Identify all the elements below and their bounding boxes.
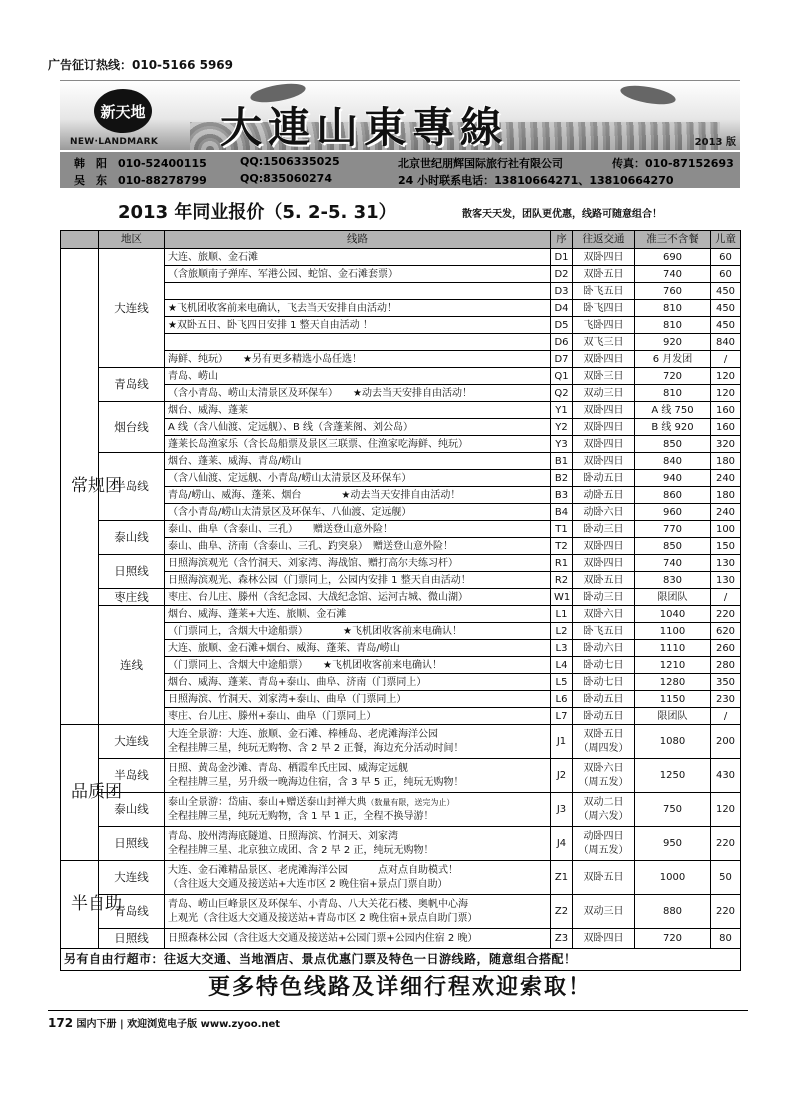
route-cell: A 线（含八仙渡、定远舰）、B 线（含蓬莱阁、刘公岛） [165,419,551,436]
price-cell: 1080 [635,725,711,759]
price-cell: 770 [635,521,711,538]
footer-text: 欢迎浏览电子版 [127,1019,198,1030]
transport-cell: 双卧五日 [573,266,635,283]
contact-hanyang: 韩 阳 010-52400115 [74,157,207,170]
seq-cell: L7 [551,708,573,725]
price-cell: 限团队 [635,708,711,725]
transport-cell: 动卧六日 [573,504,635,521]
table-header [61,231,741,249]
transport-cell [573,793,635,827]
hotline-24h: 24 小时联系电话：13810664271、13810664270 [398,174,674,187]
seq-cell: B2 [551,470,573,487]
table-row [61,895,741,929]
table-row [61,368,741,385]
child-price-cell: 840 [711,334,741,351]
route-line: 全程挂牌三星，纯玩无购物，含 1 早 1 正，全程不换导游！ [168,810,434,822]
route-line: 全程挂牌三星、北京独立成团、含 2 早 2 正，纯玩无购物！ [168,844,434,856]
footer-section: 国内下册 [76,1019,117,1030]
price-cell: 940 [635,470,711,487]
table-row [61,402,741,419]
transport-cell: 卧飞四日 [573,300,635,317]
child-price-cell: 180 [711,487,741,504]
route-cell: 烟台、蓬莱、威海、青岛/崂山 [165,453,551,470]
price-heading: 2013 年同业报价（5. 2-5. 31） [118,202,397,223]
route-cell: 大连、旅顺、金石滩 [165,249,551,266]
transport-cell [573,827,635,861]
price-cell: 1110 [635,640,711,657]
price-cell: 690 [635,249,711,266]
price-cell: 1250 [635,759,711,793]
price-header: 准三不含餐 [635,231,711,249]
contact-wudong-qq: QQ:835060274 [240,172,332,185]
child-price-cell: 220 [711,606,741,623]
route-line: 大连全景游：大连、旅顺、金石滩、棒棰岛、老虎滩海洋公园 [168,729,438,740]
region-cell: 泰山线 [99,793,165,827]
seq-cell: B3 [551,487,573,504]
transport-cell: 双卧四日 [573,419,635,436]
route-line: （含往返大交通及接送站+大连市区 2 晚住宿+景点门票自助） [168,878,448,890]
route-cell: 枣庄、台儿庄、滕州（含纪念园、大战纪念馆、运河古城、微山湖） [165,589,551,606]
route-cell: （含小青岛、崂山太清景区及环保车） ★动去当天安排自由活动！ [165,385,551,402]
child-price-cell: / [711,708,741,725]
route-cell [165,861,551,895]
child-price-cell: / [711,589,741,606]
seq-cell: D5 [551,317,573,334]
route-line: 全程挂牌三星，纯玩无购物、含 2 早 2 正餐，海边充分活动时间！ [168,742,464,754]
child-price-cell: 180 [711,453,741,470]
route-cell: （含八仙渡、定远舰、小青岛/崂山太清景区及环保车） [165,470,551,487]
page-footer [48,1010,748,1030]
child-price-cell: 200 [711,725,741,759]
route-cell: 海鲜、纯玩） ★另有更多精选小岛任选！ [165,351,551,368]
child-price-cell: 160 [711,419,741,436]
price-cell: 740 [635,266,711,283]
transport-cell: 双动三日 [573,385,635,402]
seq-cell: L4 [551,657,573,674]
region-header: 地区 [99,231,165,249]
child-price-cell: 60 [711,266,741,283]
price-cell: 860 [635,487,711,504]
table-row [61,453,741,470]
brand-logo: 新天地 [94,89,152,133]
price-cell: 1280 [635,674,711,691]
route-line: 大连、金石滩精品景区、老虎滩海洋公园 点对点自助模式！ [168,865,458,876]
transport-line: 双卧六日 [583,763,624,774]
category-header [61,231,99,249]
transport-cell: 卧动三日 [573,521,635,538]
transport-cell: 卧动七日 [573,657,635,674]
child-price-cell: 100 [711,521,741,538]
seq-cell: Q2 [551,385,573,402]
transport-cell: 卧动五日 [573,470,635,487]
table-row [61,793,741,827]
seq-cell: J1 [551,725,573,759]
route-cell [165,827,551,861]
seq-cell: Y2 [551,419,573,436]
child-price-cell: 150 [711,538,741,555]
transport-cell: 双卧四日 [573,538,635,555]
transport-cell [573,759,635,793]
child-price-cell: 50 [711,861,741,895]
price-cell: 880 [635,895,711,929]
route-cell: ★飞机团收客前来电确认，飞去当天安排自由活动！ [165,300,551,317]
region-cell: 日照线 [99,555,165,589]
seq-cell: L1 [551,606,573,623]
route-cell [165,725,551,759]
route-cell [165,759,551,793]
region-cell: 大连线 [99,725,165,759]
route-line [168,796,547,810]
child-price-cell: 160 [711,402,741,419]
transport-cell [573,725,635,759]
price-cell: A 线 750 [635,402,711,419]
seq-cell: L5 [551,674,573,691]
seq-cell: D7 [551,351,573,368]
transport-cell: 双卧三日 [573,368,635,385]
region-cell: 烟台线 [99,402,165,453]
route-cell: 枣庄、台儿庄、滕州+泰山、曲阜（门票同上） [165,708,551,725]
transport-header: 往返交通 [573,231,635,249]
transport-line: （周四发） [578,742,629,754]
category-regular: 常规团 [61,249,99,725]
seq-cell: B1 [551,453,573,470]
transport-cell: 双飞三日 [573,334,635,351]
contact-hanyang-qq: QQ:1506335025 [240,155,340,168]
seq-cell: Y3 [551,436,573,453]
seq-cell: D6 [551,334,573,351]
route-cell: 日照海滨观光（含竹洞天、刘家湾、海战馆、赠打高尔夫练习杆） [165,555,551,572]
region-cell: 青岛线 [99,368,165,402]
transport-cell: 卧飞五日 [573,623,635,640]
region-cell: 枣庄线 [99,589,165,606]
route-cell: 青岛、崂山 [165,368,551,385]
price-cell: 1150 [635,691,711,708]
table-row [61,521,741,538]
transport-line: 动卧四日 [583,831,624,842]
transport-cell: 双卧四日 [573,402,635,419]
transport-line: （周六发） [578,810,629,822]
route-cell [165,793,551,827]
footer-url[interactable]: www.zyoo.net [200,1019,281,1030]
child-price-cell: 120 [711,385,741,402]
route-cell: （门票同上，含烟大中途船票） ★飞机团收客前来电确认！ [165,623,551,640]
child-price-cell: 120 [711,793,741,827]
price-cell: 960 [635,504,711,521]
seq-cell: D2 [551,266,573,283]
price-cell: 810 [635,385,711,402]
transport-cell: 双动三日 [573,895,635,929]
transport-line: （周五发） [578,844,629,856]
route-cell: 烟台、威海、蓬莱 [165,402,551,419]
transport-cell: 双卧六日 [573,606,635,623]
transport-cell: 双卧四日 [573,351,635,368]
table-row [61,827,741,861]
child-price-cell: 220 [711,827,741,861]
region-cell: 半岛线 [99,453,165,521]
route-cell [165,283,551,300]
price-cell: 920 [635,334,711,351]
brand-logo-en: NEW·LANDMARK [70,137,159,147]
child-price-cell: 620 [711,623,741,640]
transport-cell: 动卧五日 [573,487,635,504]
transport-cell: 卧动五日 [573,708,635,725]
transport-line: 双动二日 [583,797,624,808]
edition-label: 2013 版 [694,137,736,148]
route-cell: 日照海滨、竹洞天、刘家湾+泰山、曲阜（门票同上） [165,691,551,708]
table-row [61,861,741,895]
seq-cell: B4 [551,504,573,521]
route-cell: （门票同上、含烟大中途船票） ★飞机团收客前来电确认！ [165,657,551,674]
price-cell: 840 [635,453,711,470]
price-cell: 740 [635,555,711,572]
route-cell: 青岛/崂山、威海、蓬莱、烟台 ★动去当天安排自由活动！ [165,487,551,504]
header-banner [60,80,740,150]
price-cell: 760 [635,283,711,300]
route-header: 线路 [165,231,551,249]
route-line: 日照、黄岛金沙滩、青岛、栖霞牟氏庄园、威海定远舰 [168,763,408,774]
route-cell: ★双卧五日、卧飞四日安排 1 整天自由活动 ！ [165,317,551,334]
seq-cell: Q1 [551,368,573,385]
seq-cell: Z1 [551,861,573,895]
route-cell: 泰山、曲阜（含泰山、三孔） 赠送登山意外险！ [165,521,551,538]
price-cell: 限团队 [635,589,711,606]
transport-cell: 双卧四日 [573,436,635,453]
table-row [61,249,741,266]
price-cell: 750 [635,793,711,827]
page-number: 172 [48,1016,74,1030]
seq-cell: R1 [551,555,573,572]
seq-cell: L3 [551,640,573,657]
table-row [61,949,741,971]
route-cell: （含小青岛/崂山太清景区及环保车、八仙渡、定远舰） [165,504,551,521]
region-cell: 连线 [99,606,165,725]
transport-cell: 双卧五日 [573,861,635,895]
transport-line: 双卧五日 [583,729,624,740]
route-line: 全程挂牌三星，另升级一晚海边住宿，含 3 早 5 正，纯玩无购物！ [168,776,464,788]
company-name: 北京世纪朋辉国际旅行社有限公司 [398,157,563,170]
region-cell: 日照线 [99,929,165,949]
category-semi: 半自助 [61,861,99,949]
call-to-action: 更多特色线路及详细行程欢迎索取！ [207,974,592,1000]
price-cell: B 线 920 [635,419,711,436]
seq-cell: Z2 [551,895,573,929]
region-cell: 大连线 [99,861,165,895]
transport-cell: 卧动六日 [573,640,635,657]
free-market-note: 另有自由行超市：往返大交通、当地酒店、景点优惠门票及特色一日游线路，随意组合搭配！ [61,949,741,971]
child-price-cell: 320 [711,436,741,453]
page-title: 大連山東專線 [220,103,509,152]
seq-cell: L2 [551,623,573,640]
region-cell: 泰山线 [99,521,165,555]
price-cell: 950 [635,827,711,861]
transport-cell: 飞卧四日 [573,317,635,334]
seq-cell: R2 [551,572,573,589]
contact-wudong: 吴 东 010-88278799 [74,174,207,187]
seq-cell: Y1 [551,402,573,419]
seq-cell: W1 [551,589,573,606]
price-cell: 1000 [635,861,711,895]
table-row [61,606,741,623]
transport-cell: 卧动五日 [573,691,635,708]
price-cell: 830 [635,572,711,589]
price-cell: 1100 [635,623,711,640]
route-cell: （含旅顺南子弹库、军港公园、蛇馆、金石滩套票） [165,266,551,283]
child-price-cell: 450 [711,317,741,334]
child-price-cell: 450 [711,300,741,317]
child-price-cell: 240 [711,504,741,521]
footer-separator: | [120,1019,124,1030]
route-cell: 蓬莱长岛渔家乐（含长岛船票及景区三联票、住渔家吃海鲜、纯玩） [165,436,551,453]
price-cell: 720 [635,368,711,385]
transport-cell: 双卧四日 [573,555,635,572]
child-price-cell: / [711,351,741,368]
transport-cell: 双卧四日 [573,249,635,266]
region-cell: 大连线 [99,249,165,368]
price-cell: 810 [635,300,711,317]
route-text: 泰山全景游：岱庙、泰山+赠送泰山封禅大典 [168,797,367,808]
price-cell: 850 [635,436,711,453]
fax-number: 传真：010-87152693 [612,157,734,170]
seq-cell: D1 [551,249,573,266]
price-cell: 810 [635,317,711,334]
transport-cell: 卧飞五日 [573,283,635,300]
child-price-cell: 130 [711,572,741,589]
seq-cell: J2 [551,759,573,793]
price-cell: 6 月发团 [635,351,711,368]
table-row [61,759,741,793]
route-line: 青岛、胶州湾海底隧道、日照海滨、竹洞天、刘家湾 [168,831,398,842]
price-cell: 1040 [635,606,711,623]
transport-cell: 双卧四日 [573,929,635,949]
table-row [61,589,741,606]
transport-cell: 双卧四日 [573,453,635,470]
child-price-cell: 450 [711,283,741,300]
seq-cell: D4 [551,300,573,317]
table-row [61,929,741,949]
child-price-cell: 60 [711,249,741,266]
category-quality: 品质团 [61,725,99,861]
child-price-cell: 130 [711,555,741,572]
route-cell: 大连、旅顺、金石滩+烟台、威海、蓬莱、青岛/崂山 [165,640,551,657]
seq-header: 序 [551,231,573,249]
child-price-cell: 120 [711,368,741,385]
transport-cell: 双卧五日 [573,572,635,589]
transport-cell: 卧动三日 [573,589,635,606]
region-cell: 青岛线 [99,895,165,929]
table-row [61,725,741,759]
child-price-cell: 260 [711,640,741,657]
route-cell: 烟台、威海、蓬莱+大连、旅顺、金石滩 [165,606,551,623]
child-price-cell: 220 [711,895,741,929]
price-table [60,230,741,971]
price-cell: 850 [635,538,711,555]
seq-cell: L6 [551,691,573,708]
route-cell: 日照海滨观光、森林公园（门票同上，公园内安排 1 整天自由活动！ [165,572,551,589]
region-cell: 日照线 [99,827,165,861]
route-cell: 泰山、曲阜、济南（含泰山、三孔、趵突泉） 赠送登山意外险！ [165,538,551,555]
route-line: 上观光（含往返大交通及接送站+青岛市区 2 晚住宿+景点自助门票） [168,912,478,924]
child-price-cell: 80 [711,929,741,949]
seq-cell: T1 [551,521,573,538]
child-price-cell: 280 [711,657,741,674]
seq-cell: J3 [551,793,573,827]
route-cell: 烟台、威海、蓬莱、青岛+泰山、曲阜、济南（门票同上） [165,674,551,691]
route-cell [165,895,551,929]
region-cell: 半岛线 [99,759,165,793]
child-price-cell: 430 [711,759,741,793]
contact-bar [60,152,740,188]
seq-cell: D3 [551,283,573,300]
table-row [61,555,741,572]
seq-cell: J4 [551,827,573,861]
ad-hotline: 广告征订热线：010-5166 5969 [48,58,234,72]
child-price-cell: 350 [711,674,741,691]
dolphin-icon [619,82,677,107]
transport-line: （周五发） [578,776,629,788]
price-cell: 1210 [635,657,711,674]
route-cell [165,334,551,351]
price-cell: 720 [635,929,711,949]
route-note: （数量有限，送完为止） [366,798,455,807]
price-heading-note: 散客天天发，团队更优惠，线路可随意组合！ [462,209,662,220]
child-price-cell: 240 [711,470,741,487]
child-header: 儿童 [711,231,741,249]
child-price-cell: 230 [711,691,741,708]
seq-cell: T2 [551,538,573,555]
route-cell: 日照森林公园（含往返大交通及接送站+公园门票+公园内住宿 2 晚） [165,929,551,949]
transport-cell: 卧动七日 [573,674,635,691]
route-line: 青岛、崂山巨峰景区及环保车、小青岛、八大关花石楼、奥帆中心海 [168,899,468,910]
seq-cell: Z3 [551,929,573,949]
